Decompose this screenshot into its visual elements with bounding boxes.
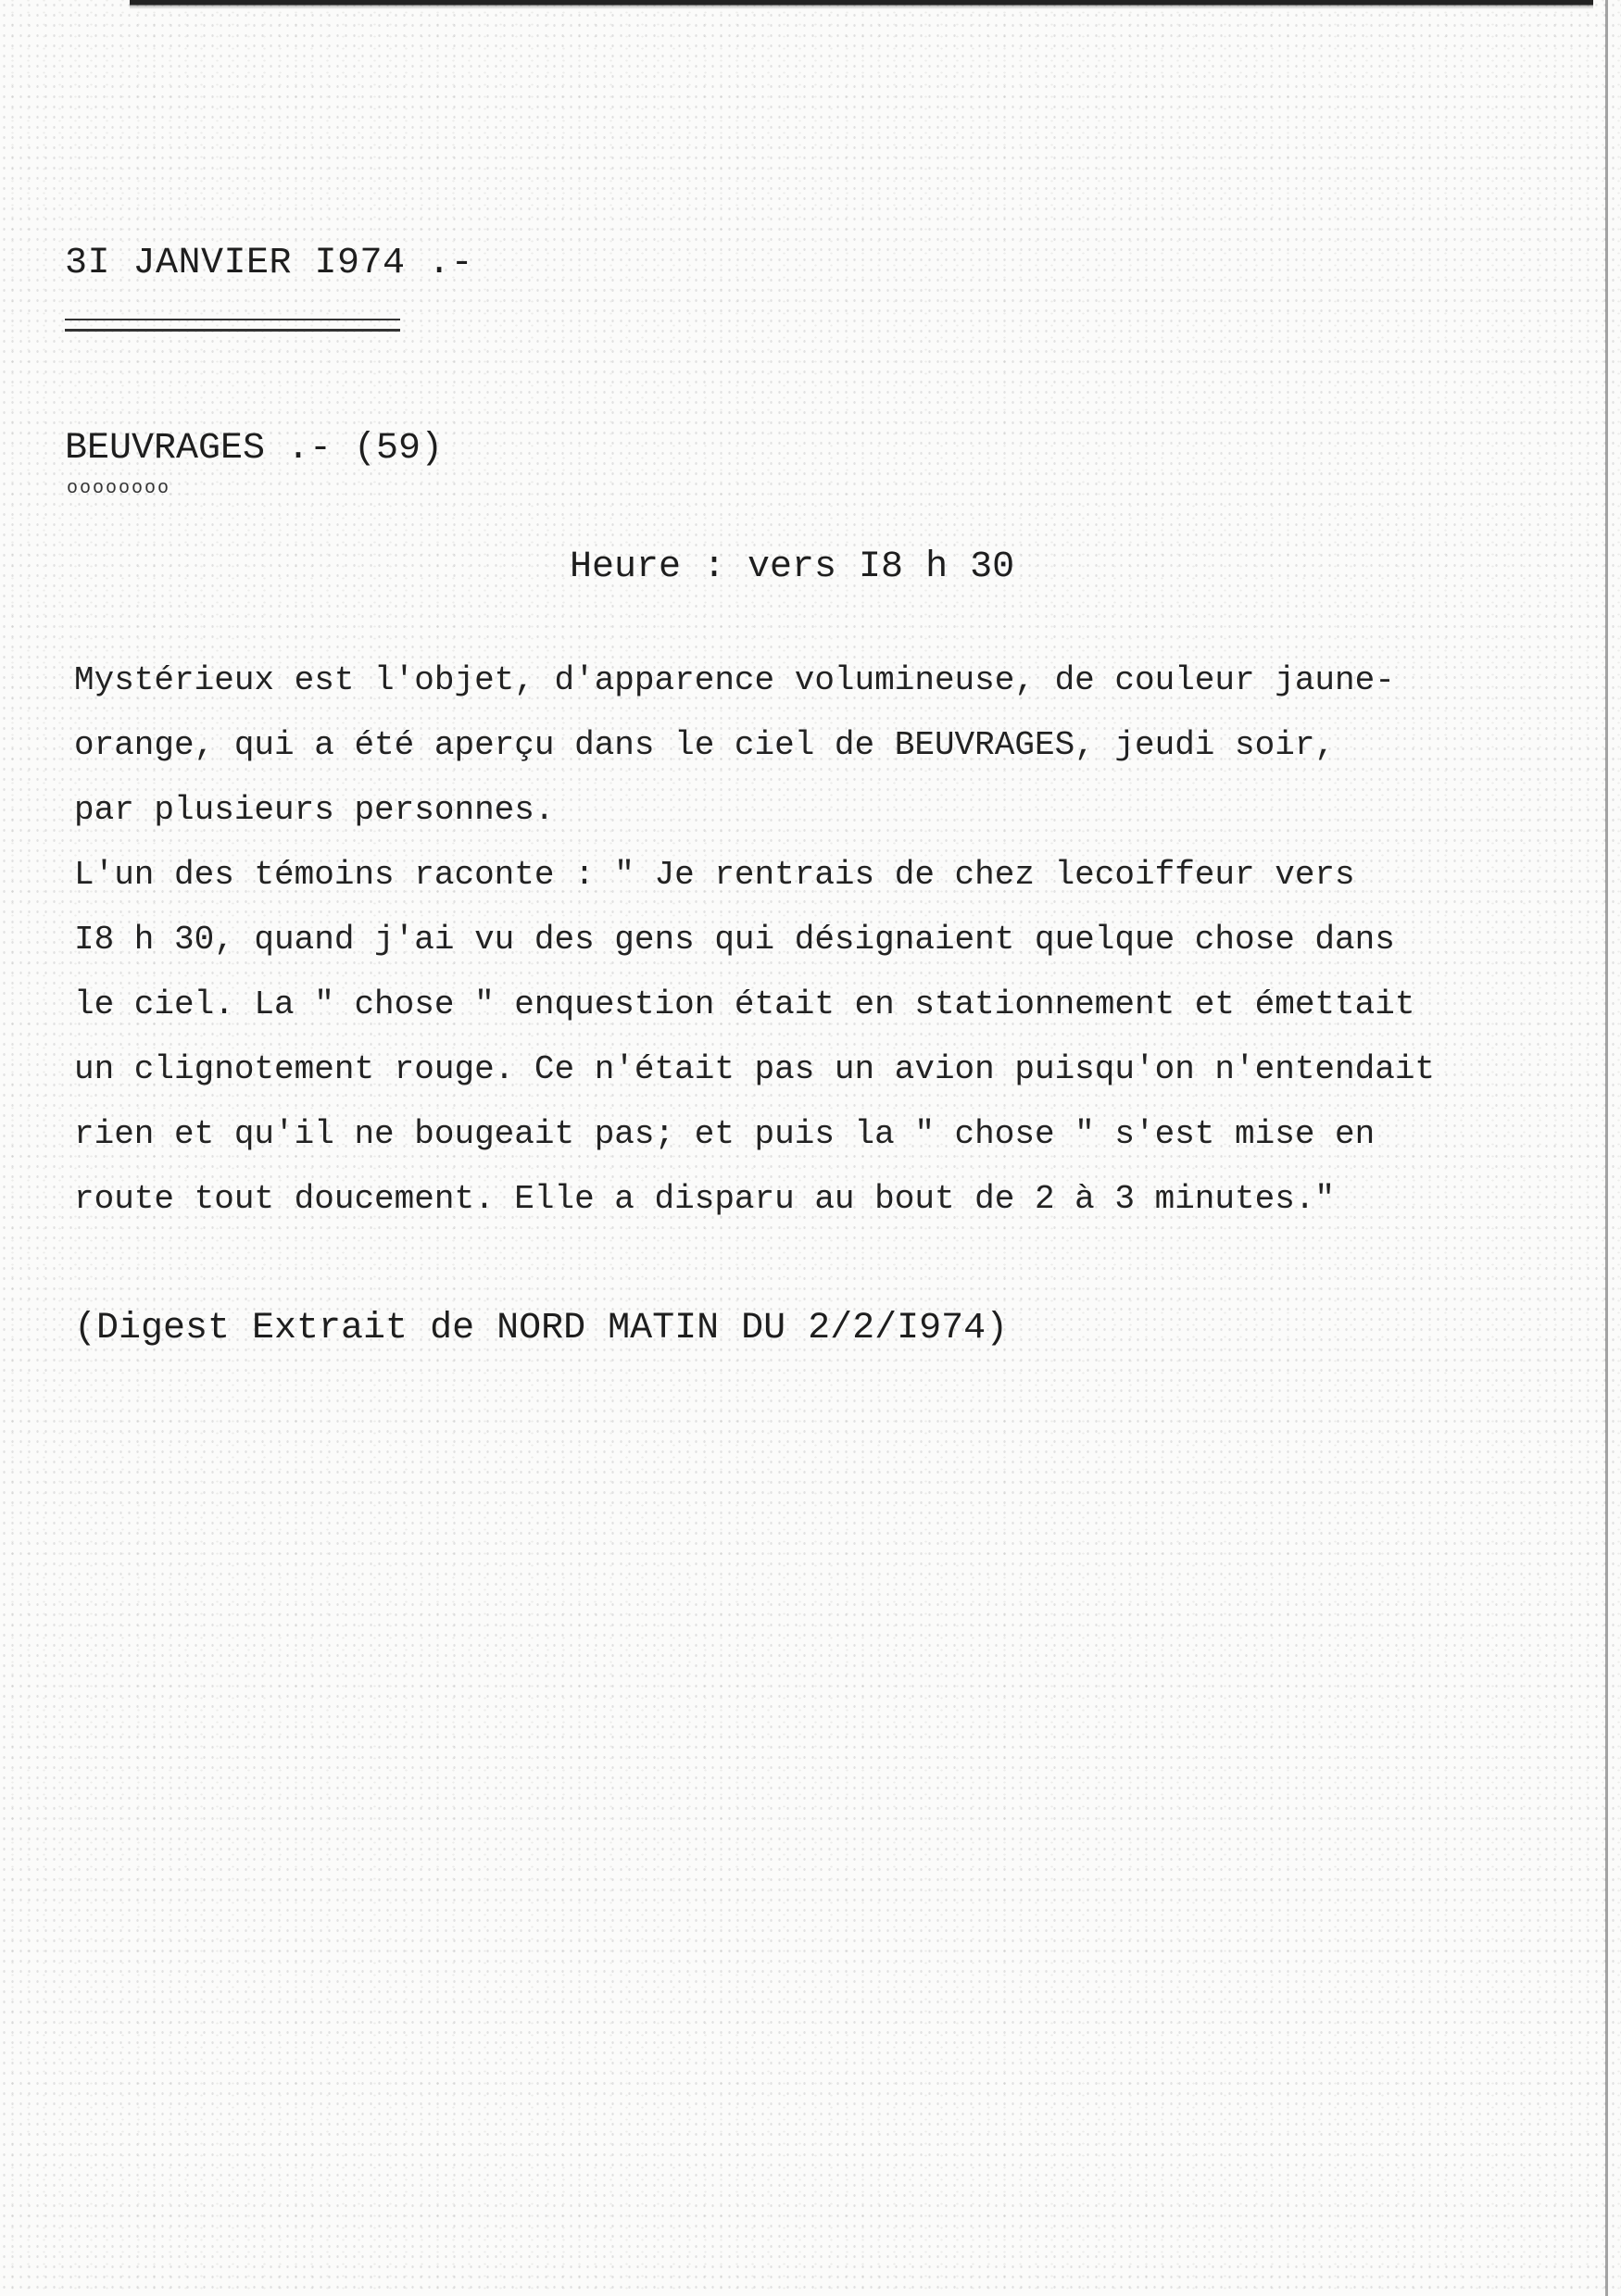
place-heading: BEUVRAGES .- (59) [65, 428, 444, 470]
body-line: par plusieurs personnes. [74, 791, 555, 829]
body-line: L'un des témoins raconte : " Je rentrais de chez lecoiffeur vers [74, 856, 1355, 894]
body-line: I8 h 30, quand j'ai vu des gens qui désignaient quelque chose dans [74, 921, 1395, 959]
body-line: un clignotement rouge. Ce n'était pas un avion puisqu'on n'entendait [74, 1050, 1436, 1088]
body-line: route tout doucement. Elle a disparu au bout de 2 à 3 minutes." [74, 1180, 1336, 1218]
body-line: orange, qui a été aperçu dans le ciel de BEUVRAGES, jeudi soir, [74, 726, 1336, 764]
source-citation: (Digest Extrait de NORD MATIN DU 2/2/I974) [74, 1308, 1009, 1349]
date-underline [65, 319, 400, 332]
page-top-edge [130, 0, 1593, 9]
report-body [74, 648, 1593, 1232]
date-heading: 3I JANVIER I974 .- [65, 243, 474, 284]
body-line: Mystérieux est l'objet, d'apparence volumineuse, de couleur jaune- [74, 661, 1395, 699]
page-right-edge [1605, 0, 1608, 2296]
body-line: rien et qu'il ne bougeait pas; et puis la " chose " s'est mise en [74, 1115, 1376, 1153]
body-line: le ciel. La " chose " enquestion était en stationnement et émettait [74, 985, 1415, 1023]
time-line: Heure : vers I8 h 30 [570, 546, 1015, 588]
place-underline: oooooooo [67, 478, 171, 499]
